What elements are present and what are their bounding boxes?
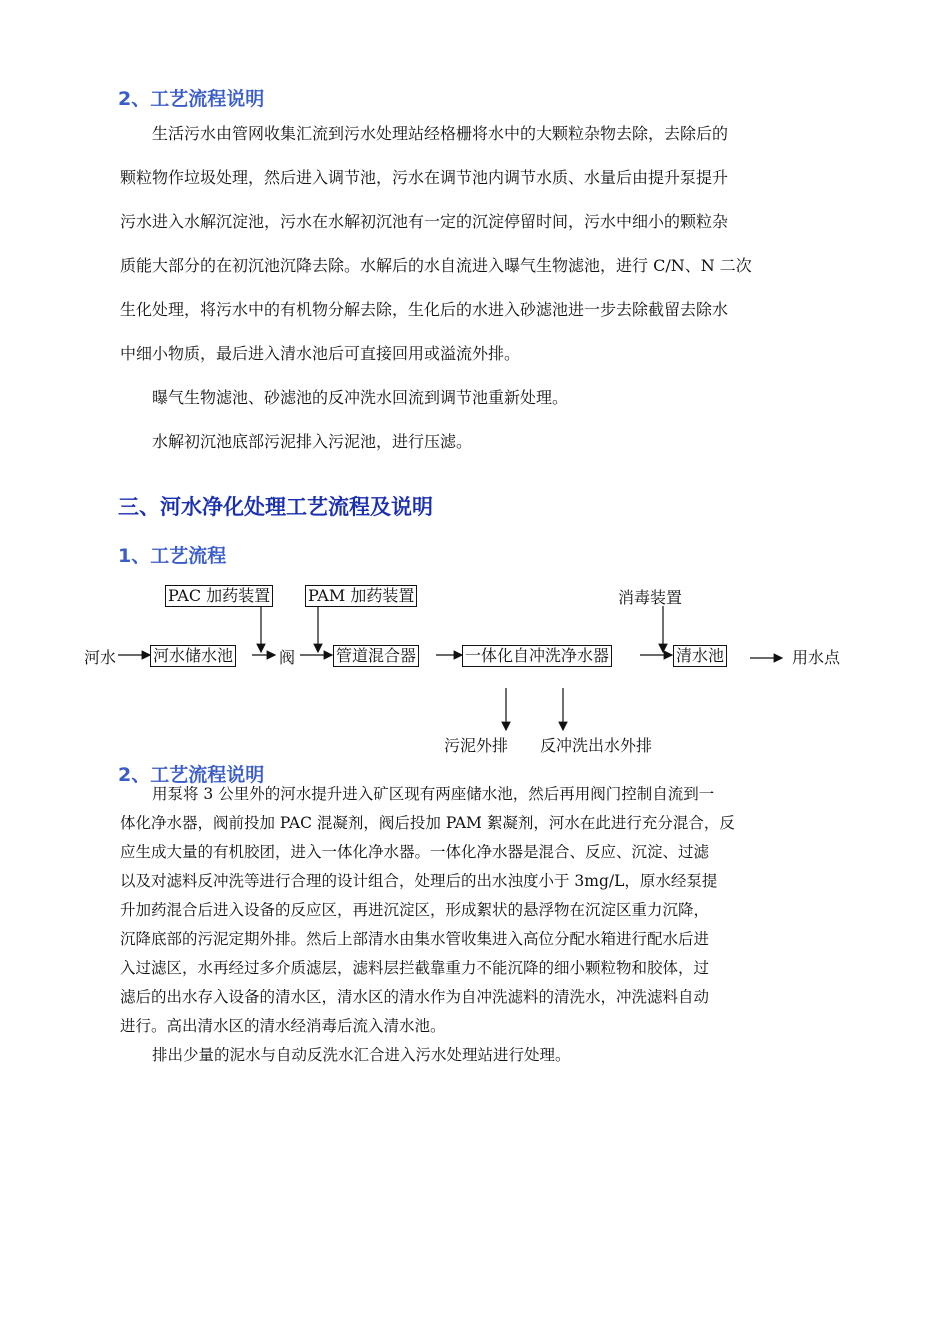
sludge-paragraph: 水解初沉池底部污泥排入污泥池，进行压滤。 xyxy=(152,432,473,451)
text-line: 沉降底部的污泥定期外排。然后上部清水由集水管收集进入高位分配水箱进行配水后进 xyxy=(120,930,710,948)
text-line: 质能大部分的在初沉池沉降去除。水解后的水自流进入曝气生物滤池，进行 C/N、N 二次 xyxy=(120,256,752,275)
text-line: 污水进入水解沉淀池，污水在水解初沉池有一定的沉淀停留时间，污水中细小的颗粒杂 xyxy=(120,212,729,231)
text-line: 生化处理，将污水中的有机物分解去除，生化后的水进入砂滤池进一步去除截留去除水 xyxy=(120,300,729,319)
disinfection-device-label: 消毒装置 xyxy=(618,588,683,607)
final-paragraph: 排出少量的泥水与自动反洗水汇合进入污水处理站进行处理。 xyxy=(152,1046,571,1064)
text-line: 升加药混合后进入设备的反应区，再进沉淀区，形成絮状的悬浮物在沉淀区重力沉降， xyxy=(120,901,710,919)
water-use-point-label: 用水点 xyxy=(792,648,841,667)
valve-label: 阀 xyxy=(279,648,296,667)
text-line: 滤后的出水存入设备的清水区，清水区的清水作为自冲洗滤料的清洗水，冲洗滤料自动 xyxy=(120,988,710,1006)
pipeline-mixer-box: 管道混合器 xyxy=(333,645,419,667)
backwash-discharge-label: 反冲洗出水外排 xyxy=(540,736,653,755)
storage-pool-box: 河水储水池 xyxy=(150,645,236,667)
text-line: 体化净水器，阀前投加 PAC 混凝剂，阀后投加 PAM 絮凝剂，河水在此进行充分混合，反 xyxy=(120,814,735,832)
section-heading-river-water: 三、河水净化处理工艺流程及说明 xyxy=(118,495,433,519)
backwash-paragraph: 曝气生物滤池、砂滤池的反冲洗水回流到调节池重新处理。 xyxy=(152,388,569,407)
sludge-discharge-label: 污泥外排 xyxy=(444,736,509,755)
text-line: 生活污水由管网收集汇流到污水处理站经格栅将水中的大颗粒杂物去除，去除后的 xyxy=(152,124,729,143)
text-line: 中细小物质，最后进入清水池后可直接回用或溢流外排。 xyxy=(120,344,521,363)
text-line: 入过滤区，水再经过多介质滤层，滤料层拦截靠重力不能沉降的细小颗粒物和胶体，过 xyxy=(120,959,710,977)
clear-water-pool-box: 清水池 xyxy=(673,645,727,667)
river-process-description xyxy=(120,780,860,1070)
text-line: 用泵将 3 公里外的河水提升进入矿区现有两座储水池，然后再用阀门控制自流到一 xyxy=(152,785,715,803)
subheading-process-description: 2、工艺流程说明 xyxy=(118,764,265,786)
section-heading-process-description: 2、工艺流程说明 xyxy=(118,88,265,110)
integrated-purifier-box: 一体化自冲洗净水器 xyxy=(462,645,612,667)
text-line: 颗粒物作垃圾处理，然后进入调节池，污水在调节池内调节水质、水量后由提升泵提升 xyxy=(120,168,729,187)
text-line: 以及对滤料反冲洗等进行合理的设计组合，处理后的出水浊度小于 3mg/L，原水经泵提 xyxy=(120,872,718,890)
river-water-label: 河水 xyxy=(84,648,117,667)
text-line: 应生成大量的有机胶团，进入一体化净水器。一体化净水器是混合、反应、沉淀、过滤 xyxy=(120,843,710,861)
subheading-process-flow: 1、工艺流程 xyxy=(118,545,227,567)
text-line: 进行。高出清水区的清水经消毒后流入清水池。 xyxy=(120,1017,446,1035)
pam-dosing-box: PAM 加药装置 xyxy=(305,585,417,607)
pac-dosing-box: PAC 加药装置 xyxy=(165,585,273,607)
